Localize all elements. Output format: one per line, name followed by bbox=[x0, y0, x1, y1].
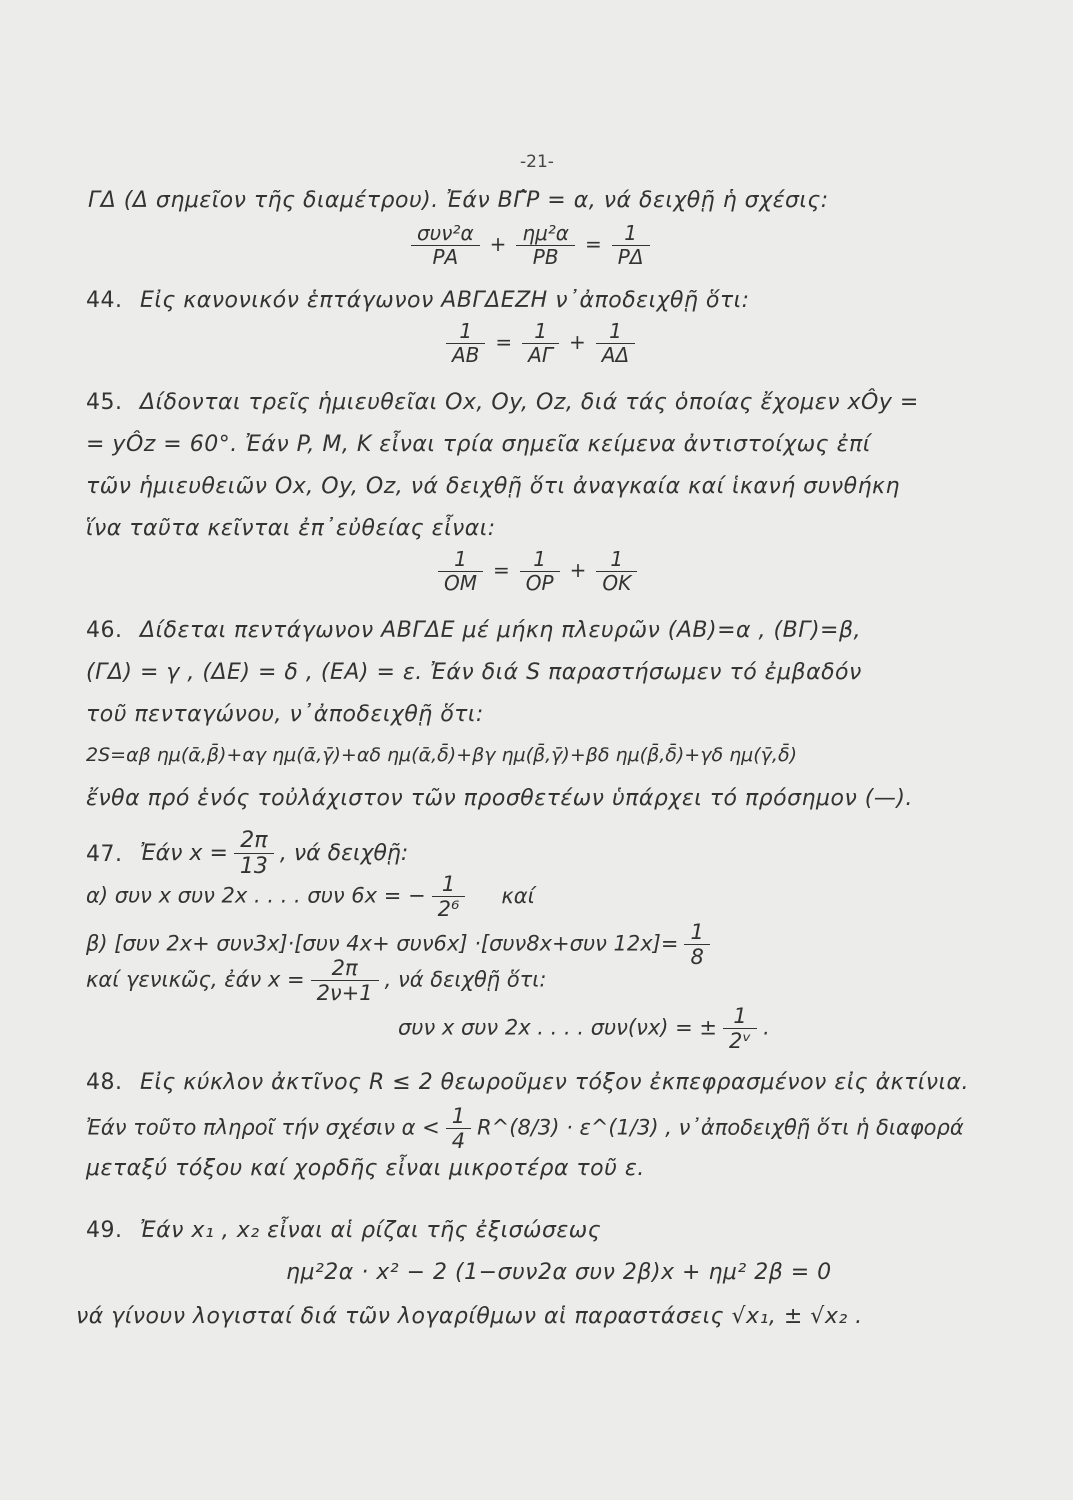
fraction bbox=[596, 320, 635, 367]
fraction bbox=[432, 872, 466, 921]
equals-sign: = bbox=[495, 330, 513, 354]
text-line-46a: Δίδεται πεντάγωνον ΑΒΓΔΕ μέ μήκη πλευρῶν (ΑΒ)=α , (ΒΓ)=β, bbox=[140, 618, 862, 643]
fraction bbox=[522, 320, 559, 367]
text-fragment: , νά δειχθῇ ὅτι: bbox=[384, 967, 547, 992]
denominator: 13 bbox=[239, 854, 268, 880]
fraction bbox=[438, 548, 483, 595]
fraction bbox=[311, 956, 379, 1005]
denominator: ΡΔ bbox=[617, 245, 644, 269]
text-line-45b: = yÔz = 60°. Ἐάν P, M, K εἶναι τρία σημεῖα κείμενα ἀντιστοίχως ἐπί bbox=[86, 432, 871, 457]
text-line-49a: Ἐάν x₁ , x₂ εἶναι αἱ ρίζαι τῆς ἐξισώσεως bbox=[140, 1218, 602, 1243]
fraction bbox=[516, 222, 575, 269]
text-fragment: R^(8/3) · ε^(1/3) , ν᾽ἀποδειχθῇ ὅτι ἡ διαφορά bbox=[477, 1115, 964, 1140]
denominator: ΟΡ bbox=[525, 571, 554, 595]
text-fragment: α) συν x συν 2x . . . . συν 6x = − bbox=[86, 883, 426, 908]
text-line-49c: νά γίνουν λογισταί διά τῶν λογαρίθμων αἱ παραστάσεις √x₁, ± √x₂ . bbox=[76, 1304, 863, 1329]
text-line-intro: ΓΔ (Δ σημεῖον τῆς διαμέτρου). Ἐάν ΒΓ̂Ρ = α, νά δειχθῇ ἡ σχέσις: bbox=[88, 188, 829, 213]
plus-sign: + bbox=[569, 330, 586, 354]
equals-sign: = bbox=[493, 558, 510, 582]
fraction bbox=[612, 222, 650, 269]
page-number: -21- bbox=[520, 152, 554, 172]
equation-47-general bbox=[86, 956, 546, 1005]
equation-47-result bbox=[398, 1004, 770, 1053]
equation-45 bbox=[432, 548, 643, 595]
denominator: ΡΑ bbox=[432, 245, 459, 269]
denominator: ΟΚ bbox=[602, 571, 632, 595]
numerator: 1 bbox=[438, 548, 483, 572]
text-line-46e: ἔνθα πρό ἑνός τοὐλάχιστον τῶν προσθετέων ὑπάρχει τό πρόσημον (—). bbox=[86, 786, 913, 811]
equation-44 bbox=[440, 320, 641, 367]
numerator: 1 bbox=[723, 1004, 757, 1029]
numerator: 1 bbox=[522, 320, 559, 344]
text-line-45d: ἵνα ταῦτα κεῖνται ἐπ᾽εὐθείας εἶναι: bbox=[86, 516, 496, 541]
fraction bbox=[411, 222, 480, 269]
text-line-48c: μεταξύ τόξου καί χορδῆς εἶναι μικροτέρα τοῦ ε. bbox=[86, 1156, 645, 1181]
problem-number-48: 48. bbox=[86, 1070, 123, 1095]
denominator: ΟΜ bbox=[444, 571, 477, 595]
text-fragment: συν x συν 2x . . . . συν(νx) = ± bbox=[398, 1015, 717, 1040]
numerator: 1 bbox=[520, 548, 560, 572]
text-fragment: καί γενικῶς, ἐάν x = bbox=[86, 967, 305, 992]
fraction bbox=[520, 548, 560, 595]
equals-sign: = bbox=[585, 232, 602, 256]
text-line-46c: τοῦ πενταγώνου, ν᾽ἀποδειχθῇ ὅτι: bbox=[86, 702, 484, 727]
text-line-45c: τῶν ἡμιευθειῶν Οx, Οy, Οz, νά δειχθῇ ὅτι ἀναγκαία καί ἱκανή συνθήκη bbox=[86, 474, 900, 499]
denominator: 2ᵛ bbox=[728, 1029, 752, 1054]
period: . bbox=[763, 1015, 770, 1040]
numerator: 1 bbox=[446, 1104, 471, 1129]
numerator: 2π bbox=[234, 828, 274, 854]
fraction bbox=[446, 1104, 471, 1153]
equation-49: ημ²2α · x² − 2 (1−συν2α συν 2β)x + ημ² 2β = 0 bbox=[286, 1260, 832, 1285]
problem-number-47: 47. bbox=[86, 842, 123, 867]
denominator: 4 bbox=[451, 1129, 466, 1154]
equation-47-a bbox=[86, 872, 535, 921]
text-fragment: καί bbox=[501, 883, 535, 908]
denominator: ΑΒ bbox=[452, 343, 480, 367]
numerator: 1 bbox=[684, 920, 709, 945]
problem-number-45: 45. bbox=[86, 390, 123, 415]
fraction bbox=[596, 548, 637, 595]
problem-number-49: 49. bbox=[86, 1218, 123, 1243]
text-fragment: Ἐάν τοῦτο πληροῖ τήν σχέσιν α < bbox=[86, 1115, 440, 1140]
denominator: 8 bbox=[690, 945, 704, 970]
fraction bbox=[684, 920, 709, 969]
denominator: 2ν+1 bbox=[316, 981, 373, 1006]
numerator: 1 bbox=[446, 320, 485, 344]
numerator: 2π bbox=[311, 956, 379, 981]
denominator: 2⁶ bbox=[437, 897, 460, 922]
text-fragment: Ἐάν x = bbox=[140, 840, 228, 866]
text-line-48a: Εἰς κύκλον ἀκτῖνος R ≤ 2 θεωροῦμεν τόξον ἐκπεφρασμένον εἰς ἀκτίνια. bbox=[140, 1070, 969, 1095]
problem-number-44: 44. bbox=[86, 288, 123, 313]
text-line-46d: 2S=αβ ημ(ᾱ,β̄)+αγ ημ(ᾱ,γ̄)+αδ ημ(ᾱ,δ̄)+βγ ημ(β̄,γ̄)+βδ ημ(β̄,δ̄)+γδ ημ(γ̄,δ̄) bbox=[86, 744, 797, 766]
text-line-46b: (ΓΔ) = γ , (ΔΕ) = δ , (ΕΑ) = ε. Ἐάν διά S παραστήσωμεν τό ἐμβαδόν bbox=[86, 660, 862, 685]
numerator: 1 bbox=[432, 872, 466, 897]
numerator: 1 bbox=[596, 548, 637, 572]
problem-number-46: 46. bbox=[86, 618, 123, 643]
fraction bbox=[446, 320, 485, 367]
denominator: ΑΔ bbox=[601, 343, 630, 367]
numerator: ημ²α bbox=[516, 222, 575, 246]
fraction bbox=[723, 1004, 757, 1053]
text-line-45a: Δίδονται τρεῖς ἡμιευθεῖαι Οx, Οy, Οz, διά τάς ὁποίας ἔχομεν xÔy = bbox=[140, 390, 919, 415]
text-line-44: Εἰς κανονικόν ἑπτάγωνον ΑΒΓΔΕΖΗ ν᾽ἀποδειχθῇ ὅτι: bbox=[140, 288, 750, 313]
denominator: ΡΒ bbox=[532, 245, 559, 269]
text-fragment: β) [συν 2x+ συν3x]·[συν 4x+ συν6x] ·[συν8x+συν 12x]= bbox=[86, 931, 679, 956]
plus-sign: + bbox=[489, 232, 507, 256]
plus-sign: + bbox=[569, 558, 587, 582]
equation-intro bbox=[405, 222, 656, 269]
numerator: συν²α bbox=[411, 222, 480, 246]
numerator: 1 bbox=[612, 222, 650, 246]
denominator: ΑΓ bbox=[528, 343, 553, 367]
equation-48 bbox=[86, 1104, 964, 1153]
numerator: 1 bbox=[596, 320, 635, 344]
text-fragment: , νά δειχθῇ: bbox=[279, 840, 409, 866]
